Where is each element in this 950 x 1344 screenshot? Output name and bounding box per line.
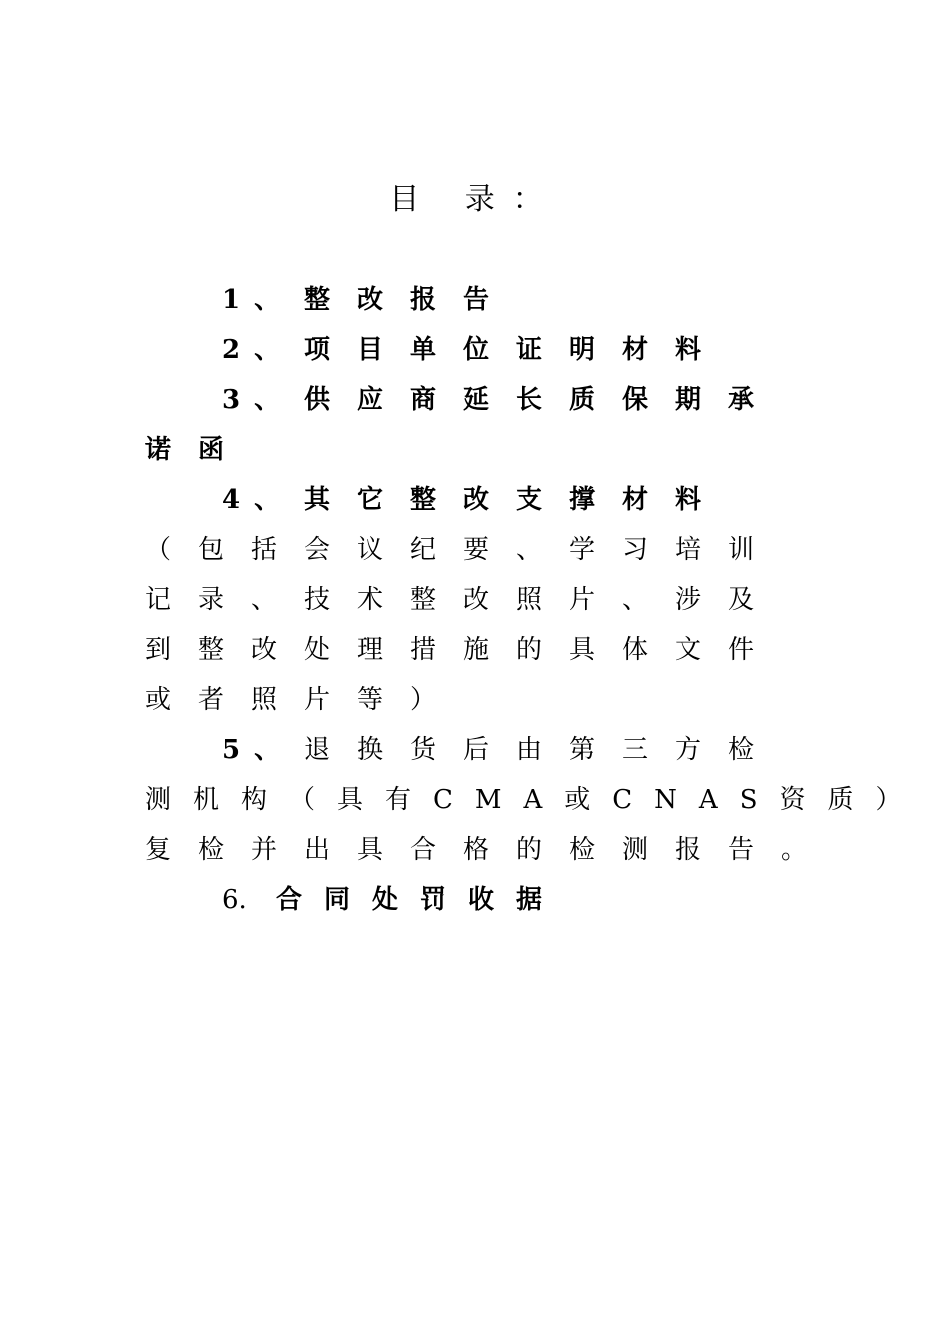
toc-item-6 xyxy=(222,880,564,920)
toc-item-5-text: 退换货后由第三方检 xyxy=(304,735,782,765)
toc-item-4-detail-line-4: 或者照片等） xyxy=(145,685,464,715)
toc-item-4-detail-line-1: （包括会议纪要、学习培训 xyxy=(145,535,782,565)
toc-item-5-number: 5、 xyxy=(222,735,295,765)
toc-item-1-number: 1、 xyxy=(222,285,295,315)
toc-item-2-text: 项目单位证明材料 xyxy=(304,335,729,365)
toc-item-2 xyxy=(222,330,728,370)
toc-item-5 xyxy=(222,730,781,770)
toc-item-3-number: 3、 xyxy=(222,385,295,415)
toc-item-4-detail-line-3: 到整改处理措施的具体文件 xyxy=(145,635,782,665)
toc-item-3 xyxy=(222,380,781,420)
toc-item-4-number: 4、 xyxy=(222,485,295,515)
toc-item-4-text: 其它整改支撑材料 xyxy=(304,485,729,515)
toc-item-6-number: 6. xyxy=(222,885,247,915)
toc-item-1-text: 整改报告 xyxy=(304,285,517,315)
toc-item-2-number: 2、 xyxy=(222,335,295,365)
toc-item-3-text: 供应商延长质保期承 xyxy=(304,385,782,415)
toc-item-1 xyxy=(222,280,516,320)
toc-item-4-detail-line-2: 记录、技术整改照片、涉及 xyxy=(145,585,782,615)
toc-item-4 xyxy=(222,480,728,520)
toc-item-5-detail-line-1: 测机构（具有CMA或CNAS资质） xyxy=(145,785,924,815)
toc-item-5-detail-line-2: 复检并出具合格的检测报告。 xyxy=(145,835,835,865)
toc-item-3-continuation: 诺函 xyxy=(145,435,252,465)
toc-item-6-text: 合同处罚收据 xyxy=(276,885,565,915)
page-title: 目 录： xyxy=(389,182,561,217)
